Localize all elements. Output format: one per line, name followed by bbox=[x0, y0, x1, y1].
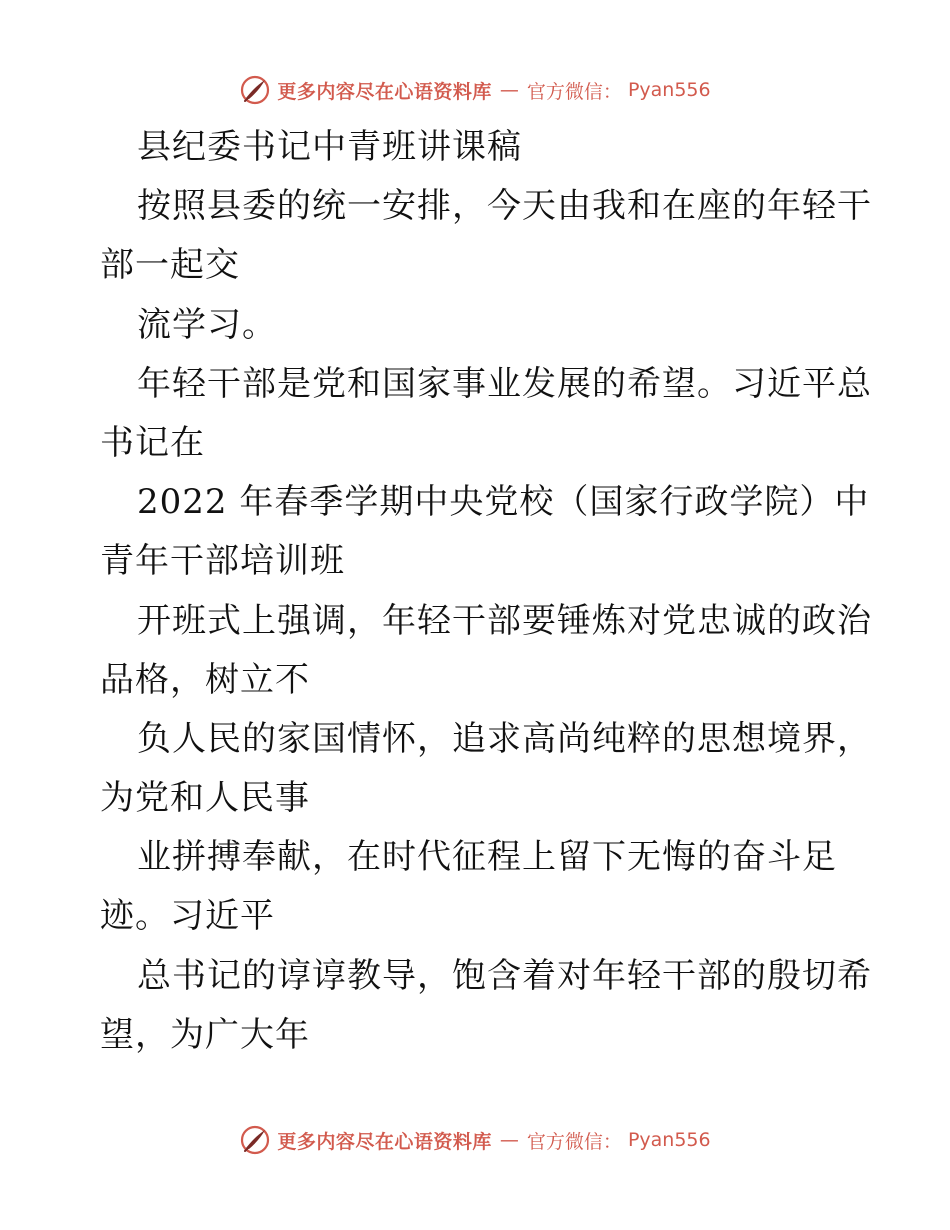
watermark-main-text: 更多内容尽在心语资料库 bbox=[277, 80, 492, 103]
text-line: 迹。习近平 bbox=[100, 896, 275, 937]
text-line: 业拼搏奉献，在时代征程上留下无悔的奋斗足 bbox=[137, 837, 837, 878]
quill-pen-logo-icon bbox=[239, 1124, 271, 1156]
text-line: 书记在 bbox=[100, 422, 205, 463]
watermark-wechat-label: 官方微信： bbox=[526, 80, 622, 103]
text-line: 2022 年春季学期中央党校（国家行政学院）中 bbox=[137, 482, 870, 523]
text-line: 流学习。 bbox=[137, 304, 277, 345]
watermark-wechat-id: Pyan556 bbox=[627, 79, 711, 101]
watermark-main-text: 更多内容尽在心语资料库 bbox=[277, 1130, 492, 1153]
text-line: 负人民的家国情怀，追求高尚纯粹的思想境界， bbox=[137, 718, 872, 759]
text-line: 为党和人民事 bbox=[100, 778, 310, 819]
quill-pen-logo-icon bbox=[239, 74, 271, 106]
text-line: 按照县委的统一安排，今天由我和在座的年轻干 bbox=[137, 186, 872, 227]
watermark-dash: — bbox=[499, 1129, 519, 1151]
text-line: 青年干部培训班 bbox=[100, 541, 345, 582]
document-title: 县纪委书记中青班讲课稿 bbox=[137, 127, 522, 167]
watermark-wechat-label: 官方微信： bbox=[526, 1130, 622, 1153]
watermark-wechat-id: Pyan556 bbox=[627, 1129, 711, 1151]
text-line: 品格，树立不 bbox=[100, 659, 310, 700]
text-line: 望，为广大年 bbox=[100, 1014, 310, 1055]
document-body bbox=[100, 118, 872, 1065]
header-watermark bbox=[0, 70, 950, 110]
text-line: 年轻干部是党和国家事业发展的希望。习近平总 bbox=[137, 363, 872, 404]
text-line: 总书记的谆谆教导，饱含着对年轻干部的殷切希 bbox=[137, 955, 872, 996]
footer-watermark bbox=[0, 1120, 950, 1160]
text-line: 开班式上强调，年轻干部要锤炼对党忠诚的政治 bbox=[137, 600, 872, 641]
text-line: 部一起交 bbox=[100, 245, 240, 286]
watermark-dash: — bbox=[499, 79, 519, 101]
